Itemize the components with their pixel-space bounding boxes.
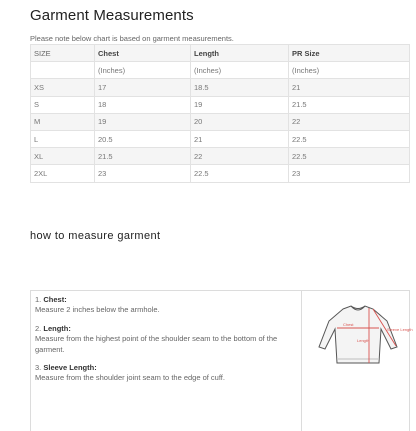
table-cell: 22.5 — [191, 165, 289, 182]
unit-pr-size: (Inches) — [289, 62, 410, 79]
step-number: 3. — [35, 363, 42, 373]
table-cell: 22.5 — [289, 130, 410, 147]
table-cell: S — [31, 96, 95, 113]
table-cell: 18 — [95, 96, 191, 113]
length-diagram-label: Length — [357, 338, 370, 343]
column-divider — [301, 291, 302, 431]
table-cell: L — [31, 130, 95, 147]
table-cell: M — [31, 113, 95, 130]
table-row — [31, 113, 410, 130]
step-chest — [35, 295, 295, 316]
table-cell: 19 — [191, 96, 289, 113]
step-text: Measure from the shoulder joint seam to the edge of cuff. — [35, 373, 225, 383]
table-cell: 22 — [289, 113, 410, 130]
chart-note: Please note below chart is based on garment measurements. — [30, 34, 234, 43]
table-cell: 2XL — [31, 165, 95, 182]
unit-length: (Inches) — [191, 62, 289, 79]
header-length: Length — [191, 45, 289, 62]
table-cell: 22.5 — [289, 148, 410, 165]
table-cell: 23 — [95, 165, 191, 182]
table-cell: 21 — [289, 79, 410, 96]
table-row — [31, 96, 410, 113]
table-header-row — [31, 45, 410, 62]
header-pr-size: PR Size — [289, 45, 410, 62]
step-sleeve-length — [35, 363, 295, 384]
step-label: Chest: — [43, 295, 67, 304]
table-cell: 21.5 — [95, 148, 191, 165]
page-title: Garment Measurements — [30, 7, 194, 24]
step-text: Measure from the highest point of the shoulder seam to the bottom of the garment. — [35, 334, 278, 354]
table-cell: 18.5 — [191, 79, 289, 96]
table-row — [31, 130, 410, 147]
step-length — [35, 324, 295, 355]
table-row — [31, 79, 410, 96]
table-cell: 17 — [95, 79, 191, 96]
step-number: 1. — [35, 295, 42, 304]
table-cell: XL — [31, 148, 95, 165]
table-row — [31, 148, 410, 165]
step-label: Sleeve Length: — [43, 363, 97, 373]
table-cell: 20.5 — [95, 130, 191, 147]
table-cell: 23 — [289, 165, 410, 182]
sweatshirt-diagram-icon — [313, 301, 413, 371]
header-size: SIZE — [31, 45, 95, 62]
measure-instructions-box — [30, 290, 413, 431]
table-cell: 21 — [191, 130, 289, 147]
table-cell: 19 — [95, 113, 191, 130]
step-text: Measure 2 inches below the armhole. — [35, 305, 160, 315]
table-row — [31, 165, 410, 182]
how-to-measure-heading: how to measure garment — [30, 230, 161, 242]
table-units-row — [31, 62, 410, 79]
unit-size — [31, 62, 95, 79]
size-chart-table — [30, 44, 410, 183]
table-cell: XS — [31, 79, 95, 96]
step-label: Length: — [43, 323, 71, 333]
unit-chest: (Inches) — [95, 62, 191, 79]
table-cell: 22 — [191, 148, 289, 165]
step-number: 2. — [35, 323, 42, 333]
header-chest: Chest — [95, 45, 191, 62]
sleeve-diagram-label: Sleeve Length — [387, 327, 413, 332]
table-cell: 20 — [191, 113, 289, 130]
measure-steps — [35, 295, 295, 392]
chest-diagram-label: Chest — [343, 322, 354, 327]
table-cell: 21.5 — [289, 96, 410, 113]
